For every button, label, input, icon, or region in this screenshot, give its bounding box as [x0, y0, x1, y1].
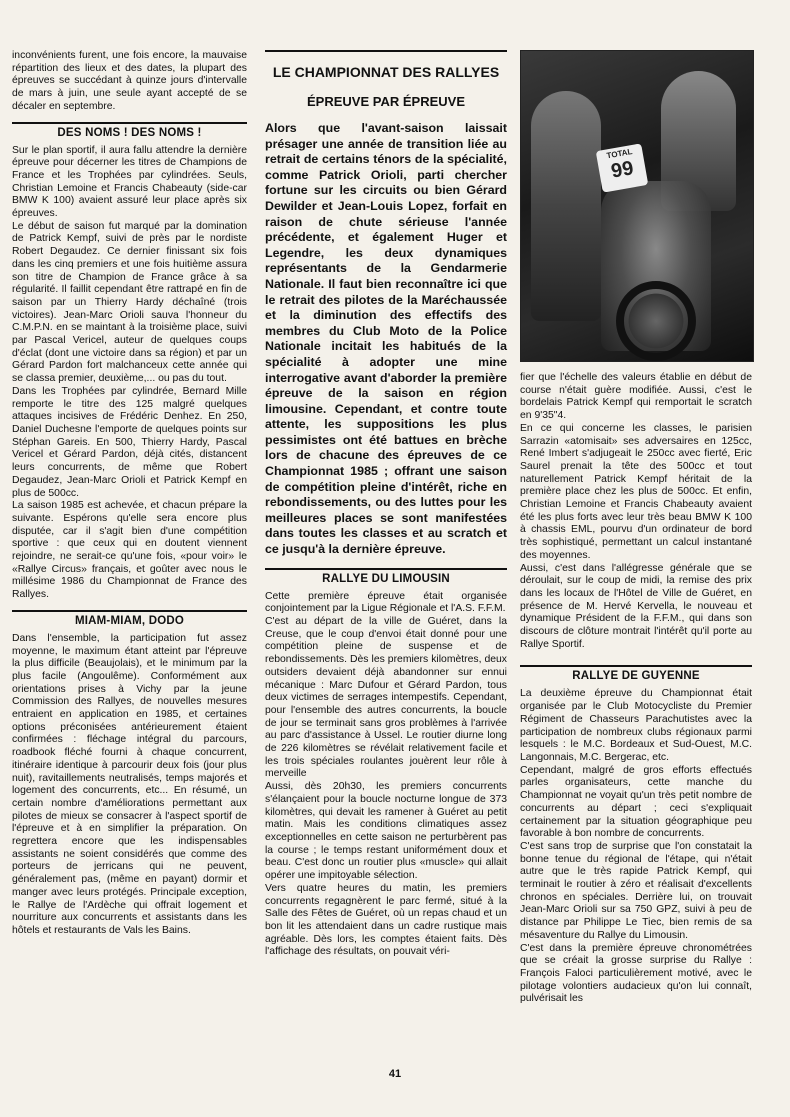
- paragraph: Aussi, c'est dans l'allégresse générale que se déroulait, sur le coup de midi, la remise des prix dans les locaux de l'Hôtel de Ville de Guéret, en présence de M. Hervé Kervella, le nouveau et dynamique Président de la F.F.M., qui dans son discours de clôture montrait l'intérêt qu'il porte au Rallye Sportif.: [520, 562, 752, 650]
- top-rule: [265, 50, 507, 52]
- paragraph: C'est sans trop de surprise que l'on constatait la bonne tenue du régional de l'étape, qui n'était autre que le très rapide Patrick Kempf, qui terminait le routier à zéro et réalisait d'excellents chronos en spéciales. Derrière lui, on trouvait Jean-Marc Orioli sur sa 750 GPZ, suivi à peu de distance par Philippe Le Tiec, bien remis de sa mésaventure du Rallye du Limousin.: [520, 840, 752, 941]
- paragraph: En ce qui concerne les classes, le parisien Sarrazin «atomisait» ses adversaires en 125cc, René Imbert s'adjugeait le 250cc avec fierté, Eric Saurel prenait la tête des 500cc et tout naturellement Patrick Kempf héritait de la première place chez les plus de 500cc. Et enfin, Christian Lemoine et Francis Chabeauty avaient été les plus forts avec leur très beau BMW K 100 à chassis EML, pourvu d'un ordinateur de bord très sophistiqué, permettant un calcul instantané des moyennes.: [520, 422, 752, 561]
- wheel-figure: [616, 281, 696, 361]
- heading-limousin: RALLYE DU LIMOUSIN: [265, 568, 507, 591]
- column-left: [12, 50, 247, 938]
- heading-miam-miam: MIAM-MIAM, DODO: [12, 610, 247, 633]
- plate-number: 99: [609, 157, 636, 183]
- paragraph: Aussi, dès 20h30, les premiers concurrents s'élançaient pour la boucle nocturne longue de 373 kilomètres, qui devait les ramener à Guéret au petit matin. Mais les conditions climatiques assez exceptionnelles en cette saison ne perturbèrent pas la course ; le temps restant uniformément doux et beau. C'est donc un routier plus «muscle» qui allait opérer une impitoyable sélection.: [265, 781, 507, 882]
- race-number-plate: [596, 143, 649, 192]
- article-title: LE CHAMPIONNAT DES RALLYES: [272, 64, 500, 80]
- paragraph: fier que l'échelle des valeurs établie en début de course n'était guère modifiée. Aussi, c'est le bordelais Patrick Kempf qui remportait le scratch en 9'35"4.: [520, 372, 752, 422]
- paragraph: Vers quatre heures du matin, les premiers concurrents regagnèrent le parc fermé, situé à la Salle des Fêtes de Guéret, où un repas chaud et un bon lit les attendaient dans un cadre rustique mais agréable. Dès lors, les comptes étaient faits. Dès l'affichage des résultats, on pouvait véri-: [265, 882, 507, 958]
- column-middle: [265, 50, 507, 959]
- paragraph: La deuxième épreuve du Championnat était organisée par le Club Motocycliste du Premier Régiment de Chasseurs Parachutistes avec la participation de nombreux clubs régionaux parmi lesquels : le M.C. Bordeaux et Sud-Ouest, M.C. Langonnais, M.C. Bergerac, etc.: [520, 688, 752, 763]
- paragraph: C'est dans la première épreuve chronométrées que se créait la grosse surprise du Rallye : François Faloci particulièrement motivé, avec le pilotage volontiers audacieux qu'on lui connaît, pulvérisait les: [520, 942, 752, 1005]
- page-number: 41: [388, 1068, 402, 1080]
- paragraph: Sur le plan sportif, il aura fallu attendre la dernière épreuve pour décerner les titres de Champions de France et les Trophées par cylindrées. Seuls, Christian Lemoine et Francis Chabeauty (side-car BMW K 100) avaient assuré leur place après six épreuves.: [12, 144, 247, 220]
- article-lead: Alors que l'avant-saison laissait présager une année de transition liée au retrait de certains ténors de la spécialité, comme Patrick Orioli, parti chercher fortune sur les circuits ou bien Gérard Dewilder et Jean-Louis Lopez, forfait en raison de chute sérieuse l'année précédente, et également Huger et Legendre, les deux dynamiques représentants de la Gendarmerie Nationale. Il faut bien reconnaître ici que le retrait des pilotes de la Maréchaussée et la diminution des effectifs des membres du Club Moto de la Police Nationale incitait les habitués de la spécialité à adopter une mine interrogative avant d'aborder la première épreuve de la saison en région limousine. Cependant, et contre toute attente, les suppositions les plus pessimistes ont été battues en brèche lors de chacune des épreuves de ce Championnat 1985 ; offrant une saison de compétition pleine d'intérêt, riche en rebondissements, ou des luttes pour les meilleures places se sont manifestées dans toutes les classes et au scratch et ce jusqu'à la dernière épreuve.: [265, 121, 507, 557]
- heading-des-noms: DES NOMS ! DES NOMS !: [12, 122, 247, 145]
- heading-guyenne: RALLYE DE GUYENNE: [520, 665, 752, 688]
- article-subtitle: ÉPREUVE PAR ÉPREUVE: [307, 94, 465, 109]
- paragraph: Le début de saison fut marqué par la domination de Patrick Kempf, suivi de près par le nordiste Robert Degaudez. Ce dernier finissant six fois dans les cinq premiers et une fois huitième assura son titre de Champion de France grâce à sa régularité. Il faillit cependant être rattrapé en fin de saison par un Thierry Hardy déchaîné (trois victoires). Jean-Marc Orioli sauva l'honneur du C.M.P.N. en se maintant à la troisième place, suivi par Pascal Vericel, auteur de quelques coups d'éclat (dont une victoire dans sa région) et par un Gérard Pardon fort malchanceux cette année qui se classa premier, deuxième,... ou pas du tout.: [12, 220, 247, 385]
- plate-brand: TOTAL: [605, 147, 634, 161]
- column-right: [520, 50, 752, 1006]
- paragraph: Dans les Trophées par cylindrée, Bernard Mille remporte le titre des 125 malgré quelques attaques incisives de Frédéric Denhez. En 250, Daniel Duchesne l'emporte de quelques points sur Stéphan Gareis. En 500, Thierry Hardy, Pascal Vericel et Gérard Pardon, déjà cités, distancent leurs concurrents, de même que Robert Degaudez, Jean-Marc Orioli et Patrick Kempf en plus de 500cc.: [12, 385, 247, 499]
- paragraph: Cependant, malgré de gros efforts effectués parles organisateurs, cette manche du Championnat ne voyait qu'un très petit nombre de concurrents au départ ; ceci s'expliquait certainement par la situation géographique peu favorable à bon nombre de concurrents.: [520, 764, 752, 840]
- rider-figure: [531, 91, 601, 321]
- paragraph: Cette première épreuve était organisée conjointement par la Ligue Régionale et l'A.S. F.F.M.: [265, 590, 507, 615]
- rally-photo: [520, 50, 754, 362]
- intro-paragraph: inconvénients furent, une fois encore, la mauvaise répartition des lieux et des dates, la plupart des épreuves se succédant à quinze jours d'intervalle de mars à juin, une seule ayant accepté de se décaler en septembre.: [12, 50, 247, 112]
- paragraph: C'est au départ de la ville de Guéret, dans la Creuse, que le coup d'envoi était donné pour une compétition pleine de suspense et de rebondissements. Dès les premiers kilomètres, deux outsiders devaient déjà abandonner sur ennui mécanique : Marc Dufour et Gérard Pardon, tous deux victimes de serrages intempestifs. Cependant, pour l'ensemble des autres concurrents, la boucle de jour se terminait sans gros problèmes à l'arrivée au parc d'assistance à Ussel. Le routier diurne long de 226 kilomètres se révélait relativement facile et les trois spéciales roulantes jouèrent leur rôle à merveille: [265, 616, 507, 780]
- paragraph: Dans l'ensemble, la participation fut assez moyenne, le maximum étant atteint par l'épreuve la plus difficile (Beaujolais), et le minimum par la plus facile (Angoulême). Conformément aux orientations prises à Vichy par la jeune Commission des Rallyes, de nouvelles mesures entraient en application en 1985, et certaines options préconisées antérieurement étaient confirmées : fléchage intégral du parcours, roadbook fléché fourni à chaque concurrent, itinéraire identique à parcourir deux fois (jour plus nuit), ravitaillements neutralisés, temps majorés et logement des concurrents, etc... En résumé, un certain nombre d'améliorations permettant aux pilotes de mieux se consacrer à l'aspect sportif de l'épreuve et à en simplifier la préparation. On regrettera encore que les indispensables assistants ne soient considérés que comme des porteurs de jerricans qui ne peuvent, généralement pas, (même en payant) dormir et manger avec leurs protégés. Principale exception, le Rallye de l'Ardèche qui offrait logement et nourriture aux concurrents et assistants dans les hôtels et restaurants de Vals les Bains.: [12, 632, 247, 936]
- paragraph: La saison 1985 est achevée, et chacun prépare la suivante. Espérons qu'elle sera encore plus disputée, car il s'agit bien d'une compétition sportive : que ceux qui en doutent viennent rejoindre, ne serait-ce qu'une fois, «pour voir» le «Rallye Circus» français, et goûter avec nous le millésime 1986 du Championnat de France des Rallyes.: [12, 500, 247, 601]
